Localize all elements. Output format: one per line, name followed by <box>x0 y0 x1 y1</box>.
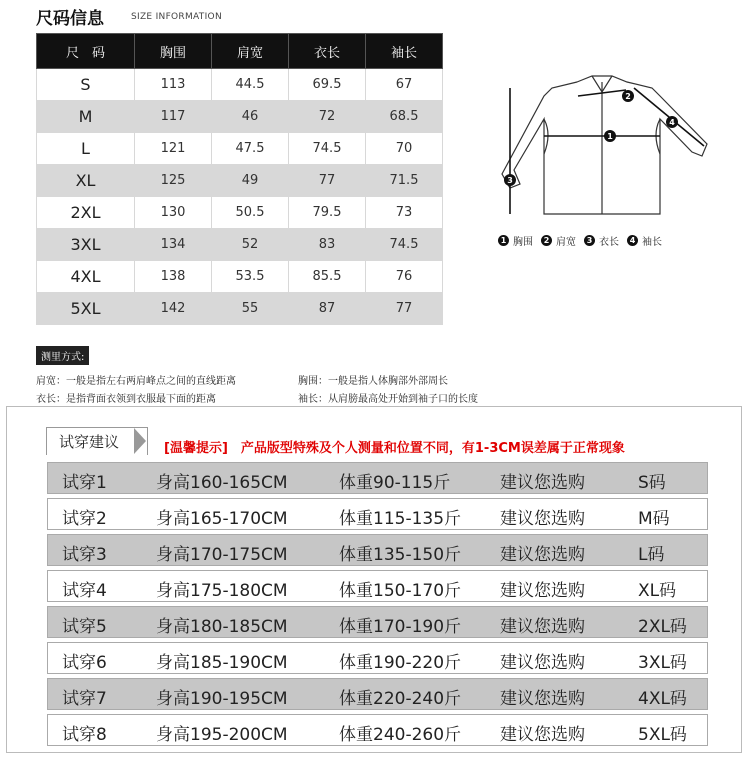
suggestion: 建议您选购 <box>500 653 585 673</box>
header-size: 尺 码 <box>37 34 135 69</box>
size-table-header <box>37 34 443 69</box>
cell-chest: 125 <box>135 165 212 197</box>
note-shoulder: 肩宽：一般是指左右两肩峰点之间的直线距离 <box>36 376 236 387</box>
size-row <box>37 293 443 325</box>
cell-size: S <box>37 69 135 101</box>
cell-chest: 134 <box>135 229 212 261</box>
height-range: 身高175-180CM <box>156 581 288 601</box>
cell-size: 3XL <box>37 229 135 261</box>
legend-label: 胸围 <box>513 237 533 248</box>
cell-shoulder: 52 <box>212 229 289 261</box>
cell-shoulder: 47.5 <box>212 133 289 165</box>
tryon-label: 试穿3 <box>62 545 107 565</box>
marker-4: 4 <box>669 118 675 127</box>
tryon-label: 试穿2 <box>62 509 107 529</box>
recommended-size: 2XL码 <box>638 617 687 637</box>
legend-number: 4 <box>627 235 638 246</box>
cell-length: 79.5 <box>289 197 366 229</box>
suggestion: 建议您选购 <box>500 473 585 493</box>
cell-shoulder: 49 <box>212 165 289 197</box>
tryon-row <box>47 642 708 674</box>
recommended-size: L码 <box>638 545 665 565</box>
suggestion: 建议您选购 <box>500 581 585 601</box>
legend-label: 衣长 <box>599 237 619 248</box>
cell-size: XL <box>37 165 135 197</box>
measure-method-label: 测里方式: <box>36 346 89 365</box>
cell-size: 2XL <box>37 197 135 229</box>
tryon-label: 试穿6 <box>62 653 107 673</box>
weight-range: 体重90-115斤 <box>339 473 451 493</box>
weight-range: 体重150-170斤 <box>339 581 462 601</box>
tryon-tab: 试穿建议 <box>46 427 148 455</box>
recommended-size: 3XL码 <box>638 653 687 673</box>
legend-item-sleeve <box>627 233 662 248</box>
recommended-size: 5XL码 <box>638 725 687 745</box>
cell-sleeve: 67 <box>366 69 443 101</box>
cell-shoulder: 44.5 <box>212 69 289 101</box>
cell-size: 5XL <box>37 293 135 325</box>
tryon-label: 试穿1 <box>62 473 107 493</box>
tryon-label: 试穿5 <box>62 617 107 637</box>
marker-1: 1 <box>607 132 613 141</box>
cell-length: 77 <box>289 165 366 197</box>
tryon-label: 试穿4 <box>62 581 107 601</box>
cell-chest: 142 <box>135 293 212 325</box>
weight-range: 体重135-150斤 <box>339 545 462 565</box>
shirt-diagram <box>492 74 722 224</box>
tryon-row <box>47 534 708 566</box>
cell-size: 4XL <box>37 261 135 293</box>
tryon-row <box>47 570 708 602</box>
tryon-label: 试穿8 <box>62 725 107 745</box>
weight-range: 体重240-260斤 <box>339 725 462 745</box>
recommended-size: M码 <box>638 509 670 529</box>
cell-chest: 113 <box>135 69 212 101</box>
cell-chest: 117 <box>135 101 212 133</box>
cell-length: 69.5 <box>289 69 366 101</box>
cell-sleeve: 73 <box>366 197 443 229</box>
size-row <box>37 197 443 229</box>
cell-shoulder: 46 <box>212 101 289 133</box>
cell-shoulder: 55 <box>212 293 289 325</box>
suggestion: 建议您选购 <box>500 617 585 637</box>
weight-range: 体重170-190斤 <box>339 617 462 637</box>
weight-range: 体重220-240斤 <box>339 689 462 709</box>
marker-3: 3 <box>507 176 513 185</box>
cell-shoulder: 53.5 <box>212 261 289 293</box>
cell-size: M <box>37 101 135 133</box>
recommended-size: XL码 <box>638 581 677 601</box>
cell-sleeve: 77 <box>366 293 443 325</box>
measure-lines <box>510 88 704 214</box>
cell-shoulder: 50.5 <box>212 197 289 229</box>
height-range: 身高170-175CM <box>156 545 288 565</box>
cell-length: 85.5 <box>289 261 366 293</box>
legend-label: 肩宽 <box>556 237 576 248</box>
page-subtitle: SIZE INFORMATION <box>131 12 222 22</box>
size-row <box>37 133 443 165</box>
legend-number: 3 <box>584 235 595 246</box>
height-range: 身高160-165CM <box>156 473 288 493</box>
note-length: 衣长：是指背面衣领到衣服最下面的距离 <box>36 394 216 405</box>
note-chest: 胸围：一般是指人体胸部外部周长 <box>298 376 448 387</box>
tryon-row <box>47 714 708 746</box>
height-range: 身高185-190CM <box>156 653 288 673</box>
marker-2: 2 <box>625 92 631 101</box>
header-length: 衣长 <box>289 34 366 69</box>
tryon-row <box>47 678 708 710</box>
cell-length: 83 <box>289 229 366 261</box>
header-shoulder: 肩宽 <box>212 34 289 69</box>
legend-label: 袖长 <box>642 237 662 248</box>
diagram-legend <box>498 233 662 248</box>
suggestion: 建议您选购 <box>500 509 585 529</box>
legend-item-chest <box>498 233 533 248</box>
size-row <box>37 101 443 133</box>
size-row <box>37 229 443 261</box>
legend-number: 1 <box>498 235 509 246</box>
header-chest: 胸围 <box>135 34 212 69</box>
legend-item-shoulder <box>541 233 576 248</box>
cell-sleeve: 71.5 <box>366 165 443 197</box>
legend-number: 2 <box>541 235 552 246</box>
height-range: 身高195-200CM <box>156 725 288 745</box>
height-range: 身高165-170CM <box>156 509 288 529</box>
cell-chest: 130 <box>135 197 212 229</box>
size-row <box>37 69 443 101</box>
cell-sleeve: 68.5 <box>366 101 443 133</box>
cell-length: 72 <box>289 101 366 133</box>
recommended-size: S码 <box>638 473 666 493</box>
suggestion: 建议您选购 <box>500 689 585 709</box>
cell-chest: 138 <box>135 261 212 293</box>
warm-tip: [温馨提示] 产品版型特殊及个人测量和位置不同，有1-3CM误差属于正常现象 <box>164 441 625 456</box>
header-sleeve: 袖长 <box>366 34 443 69</box>
cell-sleeve: 70 <box>366 133 443 165</box>
page-title: 尺码信息 <box>36 9 104 29</box>
weight-range: 体重115-135斤 <box>339 509 462 529</box>
tryon-tab-arrow <box>134 428 146 454</box>
suggestion: 建议您选购 <box>500 545 585 565</box>
recommended-size: 4XL码 <box>638 689 687 709</box>
tryon-row <box>47 462 708 494</box>
size-row <box>37 261 443 293</box>
weight-range: 体重190-220斤 <box>339 653 462 673</box>
cell-length: 74.5 <box>289 133 366 165</box>
size-table <box>36 33 443 325</box>
cell-sleeve: 76 <box>366 261 443 293</box>
suggestion: 建议您选购 <box>500 725 585 745</box>
cell-length: 87 <box>289 293 366 325</box>
tryon-list <box>47 462 708 750</box>
legend-item-length <box>584 233 619 248</box>
cell-chest: 121 <box>135 133 212 165</box>
height-range: 身高190-195CM <box>156 689 288 709</box>
note-sleeve: 袖长：从肩膀最高处开始到袖子口的长度 <box>298 394 478 405</box>
height-range: 身高180-185CM <box>156 617 288 637</box>
tryon-label: 试穿7 <box>62 689 107 709</box>
size-row <box>37 165 443 197</box>
tryon-row <box>47 606 708 638</box>
shirt-outline <box>502 76 707 214</box>
cell-sleeve: 74.5 <box>366 229 443 261</box>
cell-size: L <box>37 133 135 165</box>
tryon-row <box>47 498 708 530</box>
